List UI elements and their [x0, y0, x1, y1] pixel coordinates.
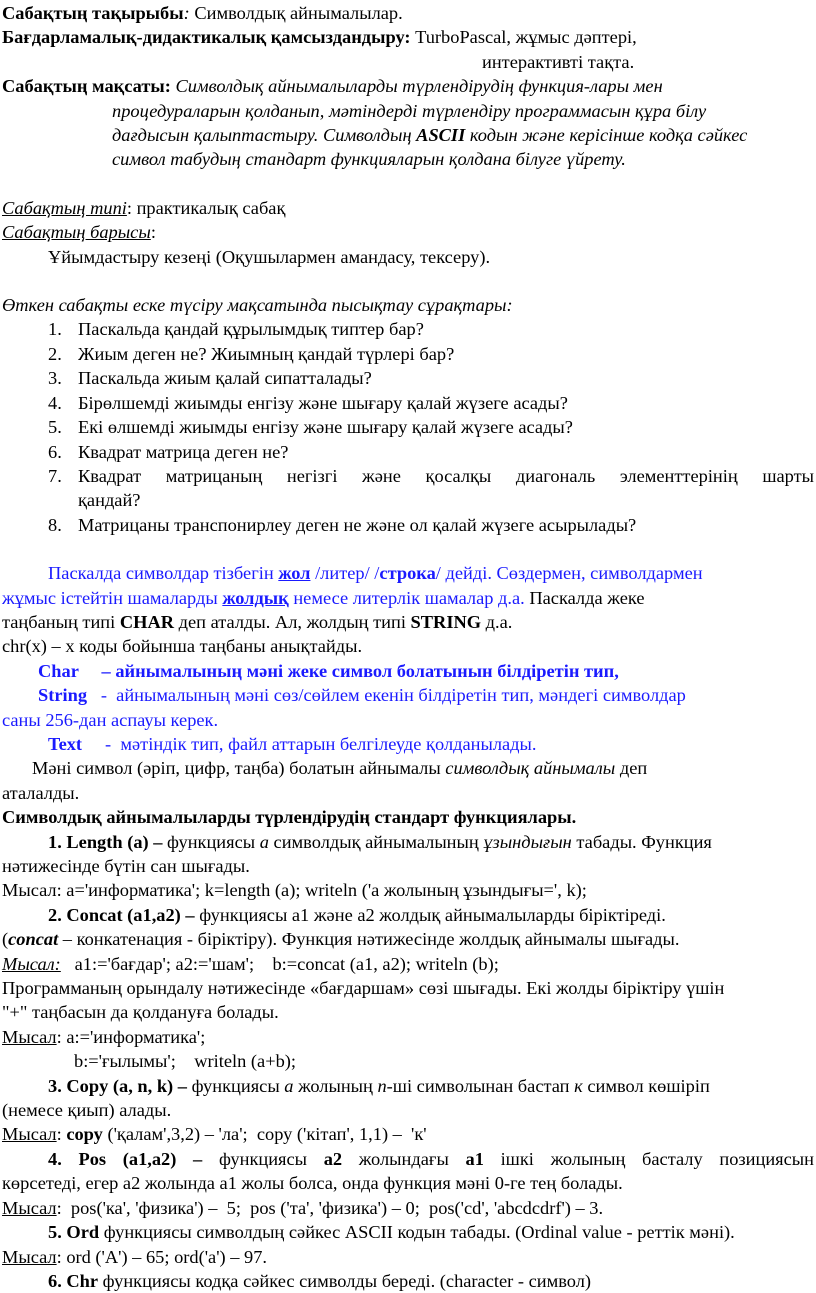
func-pos-example — [2, 1196, 814, 1220]
list-text: Матрицаны транспонирлеу деген не және ол қалай жүзеге асырылады? — [78, 514, 637, 535]
func-length-c: символдық айнымалының — [268, 831, 484, 852]
list-item — [2, 464, 814, 513]
body-p2-c: немесе литерлік шамалар д.а. — [288, 587, 525, 608]
list-item — [2, 391, 814, 415]
type-string: STRING — [410, 611, 482, 632]
topic-sep: : — [183, 3, 190, 23]
topic-value: Символдық айнымалылар. — [189, 3, 403, 23]
char-def — [2, 659, 814, 683]
funcs-heading-text: Символдық айнымалыларды түрлендірудің стандарт функциялары. — [2, 807, 577, 828]
func-concat-3: Программаның орындалу нәтижесінде «бағдаршам» сөзі шығады. Екі жолды біріктіру үшін — [2, 978, 725, 999]
text-term: Text — [48, 733, 83, 754]
string-def-2: саны 256-дан аспауы керек. — [2, 709, 219, 730]
func-copy-n: n — [377, 1075, 387, 1096]
string-def-text: - айнымалының мәні сөз/сөйлем екенін білдіретін тип, мәндегі символдар — [87, 685, 686, 706]
body-p2-d: Паскалда жеке — [524, 587, 645, 608]
func-copy-ex-c: ('қалам',3,2) – 'ла'; сору ('кітап', 1,1) – 'к' — [102, 1124, 427, 1145]
func-copy-ex-b: сору — [66, 1124, 103, 1145]
example-label: Мысал — [2, 1246, 57, 1267]
list-item — [2, 317, 814, 341]
goal-line-4: символ табудың стандарт функцияларын қолдана білуге үйрету. — [112, 149, 626, 170]
body-p3-e: д.а. — [481, 611, 513, 632]
func-pos-title: 4. Pos (a1,a2) – — [48, 1148, 203, 1169]
func-concat-2 — [2, 927, 814, 951]
chr-line: chr(x) – х коды бойынша таңбаны анықтайды. — [2, 636, 363, 657]
func-pos-c: жолындағы — [342, 1148, 466, 1169]
list-text: Жиым деген не? Жиымның қандай түрлері бар? — [78, 343, 455, 364]
list-number: 6. — [48, 441, 62, 462]
symbol-def-term: символдық айнымалы — [445, 758, 616, 779]
body-p1 — [2, 561, 814, 585]
review-heading: Өткен сабақты еске түсіру мақсатында пысықтау сұрақтары: — [2, 295, 513, 316]
func-copy-example — [2, 1122, 814, 1146]
func-ord — [2, 1220, 814, 1244]
body-p1-e: / дейді. Сөздермен, символдармен — [435, 563, 703, 584]
list-text: Паскальда жиым қалай сипатталады? — [78, 368, 372, 389]
symbol-def-a: Мәні символ (әріп, цифр, таңба) болатын айнымалы — [32, 758, 446, 779]
list-item — [2, 440, 814, 464]
spacer — [2, 172, 814, 196]
func-concat-ex2: : а:='информатика'; — [56, 1026, 206, 1047]
body-p2-a: жұмыс істейтін шамаларды — [2, 587, 223, 608]
lesson-progress-sep: : — [150, 222, 156, 243]
func-concat-4: "+" таңбасын да қолдануға болады. — [2, 1002, 279, 1023]
char-term: Char — [38, 660, 79, 681]
example-label: Мысал — [2, 1124, 57, 1145]
list-item — [2, 415, 814, 439]
func-length-var: а — [259, 831, 269, 852]
func-ord-title: 5. Ord — [48, 1222, 100, 1243]
goal-ascii: ASCII — [416, 125, 466, 146]
spacer — [2, 537, 814, 561]
body-p3-a: таңбаның типі — [2, 611, 120, 632]
func-ord-ex: : ord ('A') – 65; ord('a') – 97. — [56, 1246, 268, 1267]
func-copy-k: к — [574, 1075, 583, 1096]
funcs-heading — [2, 805, 814, 829]
list-text: Бірөлшемді жиымды енгізу және шығару қалай жүзеге асады? — [78, 392, 568, 413]
lesson-progress-label: Сабақтың барысы — [2, 222, 151, 243]
example-label: Мысал: — [2, 953, 61, 974]
func-concat-2a: ( — [2, 929, 9, 950]
goal-text-3c: кодын және керісінше кодқа сәйкес — [465, 125, 748, 146]
func-chr-title: 6. Chr — [48, 1270, 99, 1291]
tools-line — [2, 25, 814, 49]
symbol-def-2: аталалды. — [2, 782, 80, 803]
tools-label: Бағдарламалық-дидактикалық қамсыздандыру: — [2, 27, 411, 48]
questions-list — [2, 317, 814, 537]
func-length-2: нәтижесінде бүтін сан шығады. — [2, 856, 250, 876]
spacer — [2, 269, 814, 293]
func-length — [2, 830, 814, 854]
func-length-a: функциясы — [162, 831, 260, 852]
type-char: CHAR — [119, 611, 175, 632]
body-p3 — [2, 610, 814, 634]
func-ord-example — [2, 1245, 814, 1269]
func-length-e: табады. Функция — [571, 831, 712, 852]
list-item — [2, 513, 814, 537]
char-def-text: – айнымалының мәні жеке символ болатынын білдіретін тип, — [78, 660, 619, 681]
example-label: Мысал — [2, 1026, 57, 1047]
topic-line — [2, 1, 814, 25]
goal-label: Сабақтың мақсаты: — [2, 76, 171, 97]
text-def — [2, 732, 814, 756]
tools-line-2 — [2, 50, 814, 74]
func-pos-b: а2 — [323, 1148, 343, 1169]
func-copy-c: жолының — [293, 1075, 378, 1096]
string-def — [2, 683, 814, 707]
func-concat-2c: – конкатенация - біріктіру). Функция нәтижесінде жолдық айнымалы шығады. — [58, 929, 680, 950]
func-pos-a: функциясы — [202, 1148, 324, 1169]
func-copy-g: символ көшіріп — [582, 1075, 710, 1096]
lesson-type-value: : практикалық сабақ — [126, 197, 286, 218]
func-copy-var: a — [284, 1075, 294, 1096]
goal-text-1: Символдық айнымалыларды түрлендірудің функция-лары мен — [170, 76, 663, 97]
lesson-progress-line — [2, 220, 814, 244]
func-ord-a: функциясы символдың сәйкес ASCII кодын табады. (Ordinal value - реттік мәні). — [99, 1222, 735, 1243]
example-label: Мысал — [2, 1197, 57, 1218]
func-pos-e: ішкі жолының басталу позициясын — [483, 1148, 814, 1169]
list-number: 7. — [48, 465, 62, 486]
func-copy-2: (немесе қиып) алады. — [2, 1100, 172, 1121]
func-concat-term: concat — [8, 929, 59, 950]
list-number: 2. — [48, 343, 62, 364]
list-number: 4. — [48, 392, 62, 413]
func-pos-ex: : pos('ка', 'физика') – 5; pos ('та', 'физика') – 0; pos('cd', 'abcdcdrf') – 3. — [56, 1197, 604, 1218]
list-text: Квадрат матрицаның негізгі және қосалқы диагональ элементтерінің шарты — [78, 465, 814, 486]
func-length-d: ұзындығын — [483, 831, 572, 852]
term-zholdyk: жолдық — [222, 587, 289, 608]
goal-text-3a: дағдысын қалыптастыру. Символдың — [112, 125, 417, 146]
goal-line-3 — [2, 123, 814, 147]
goal-line — [2, 74, 814, 98]
list-text: Паскальда қандай құрылымдық типтер бар? — [78, 319, 424, 340]
lesson-type-label: Сабақтың типі — [2, 197, 127, 218]
tools-value: TurboPascal, жұмыс дәптері, — [415, 27, 637, 48]
func-concat-a: функциясы а1 және а2 жолдық айнымалыларды біріктіреді. — [194, 904, 666, 925]
list-text-cont: қандай? — [78, 490, 141, 511]
symbol-def-c: деп — [615, 758, 648, 779]
func-pos-2: көрсетеді, егер а2 жолында а1 жолы болса, онда функция мәні 0-ге тең болады. — [2, 1173, 623, 1194]
list-item — [2, 366, 814, 390]
term-zhol: жол — [278, 563, 311, 584]
func-copy-title: 3. Copy (a, n, k) – — [48, 1075, 187, 1096]
symbol-def — [2, 756, 814, 780]
func-concat-title: 2. Concat (a1,a2) – — [48, 904, 195, 925]
func-concat-ex: a1:='бағдар'; a2:='шам'; b:=concat (a1, a2); writeln (b); — [60, 953, 499, 974]
func-concat-example-2b: b:='ғылымы'; writeln (a+b); — [74, 1051, 297, 1072]
func-concat-example — [2, 952, 814, 976]
list-text: Екі өлшемді жиымды енгізу және шығару қалай жүзеге асады? — [78, 417, 573, 438]
list-text: Квадрат матрица деген не? — [78, 441, 289, 462]
lesson-type-line — [2, 196, 814, 220]
list-number: 8. — [48, 514, 62, 535]
list-number: 3. — [48, 368, 62, 389]
body-p1-c: /литер/ / — [310, 563, 380, 584]
func-copy-e: -ші символынан бастап — [386, 1075, 575, 1096]
list-number: 1. — [48, 319, 62, 340]
func-chr — [2, 1269, 814, 1293]
text-def-text: - мәтіндік тип, файл аттарын белгілеуде қолданылады. — [82, 733, 537, 754]
func-concat — [2, 903, 814, 927]
func-pos-d: а1 — [465, 1148, 484, 1169]
func-copy — [2, 1074, 814, 1098]
func-length-title: 1. Length (a) – — [48, 831, 163, 852]
goal-line-2: процедураларын қолданып, мәтіндерді түрлендіру программасын құра білу — [112, 100, 707, 121]
term-stroka: строка — [379, 563, 436, 584]
list-number: 5. — [48, 417, 62, 438]
topic-label: Сабақтың тақырыбы — [2, 3, 184, 23]
body-p2 — [2, 586, 814, 610]
string-term: String — [38, 685, 88, 706]
body-p3-c: деп аталды. Ал, жолдың типі — [174, 611, 411, 632]
list-item — [2, 342, 814, 366]
func-chr-a: функциясы кодқа сәйкес символды береді. (character - символ) — [98, 1270, 592, 1291]
func-copy-ex-a: : — [56, 1124, 67, 1145]
org-stage: Ұйымдастыру кезеңі (Оқушылармен амандасу, тексеру). — [48, 246, 491, 267]
tools-value-2: интерактивті тақта. — [482, 51, 635, 72]
body-p1-a: Паскалда символдар тізбегін — [48, 563, 279, 584]
func-copy-a: функциясы — [186, 1075, 285, 1096]
func-concat-example-2 — [2, 1025, 814, 1049]
func-pos — [2, 1147, 814, 1171]
func-length-example: Мысал: а='информатика'; k=length (a); writeln ('а жолының ұзындығы=', k); — [2, 880, 587, 901]
